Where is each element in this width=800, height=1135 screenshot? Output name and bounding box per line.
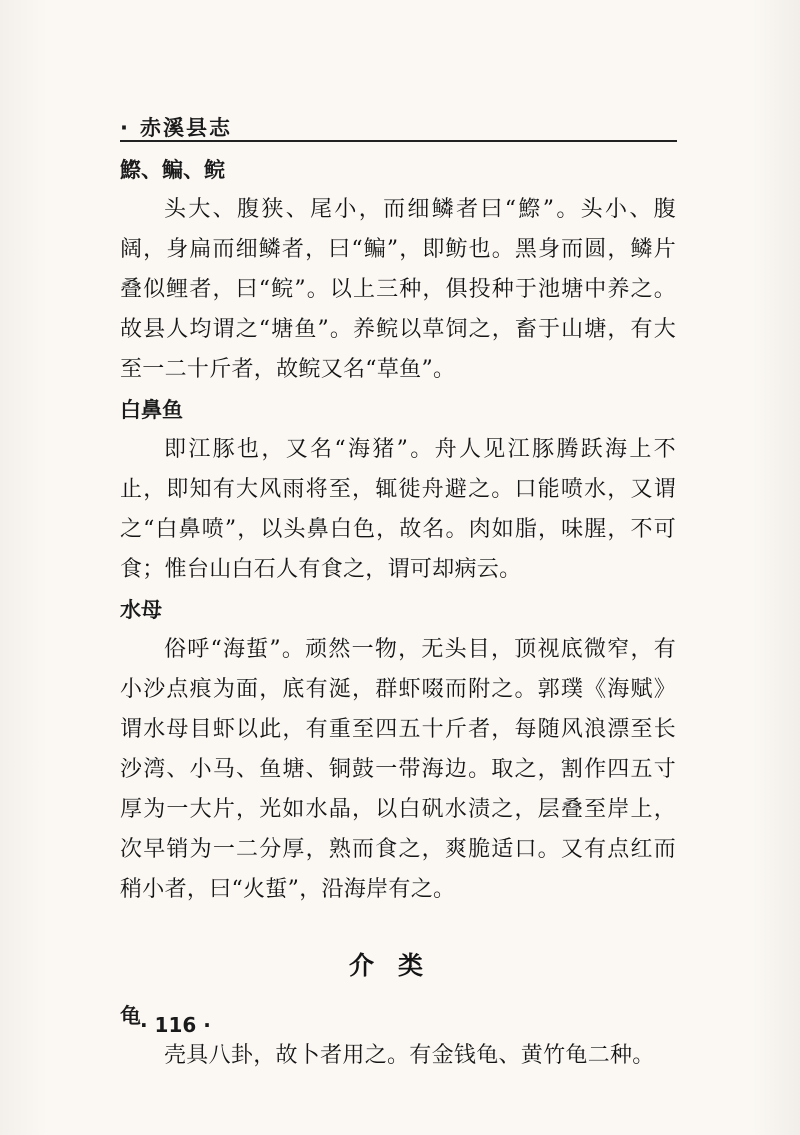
header-bullet: ·: [120, 116, 130, 140]
entry-heading: 龟: [120, 1004, 141, 1028]
entry-heading: 水母: [120, 598, 162, 622]
entry-text: 即江豚也，又名“海猪”。舟人见江豚腾跃海上不止，即知有大风雨将至，辄徙舟避之。口能喷水，又谓之“白鼻喷”，以头鼻白色，故名。肉如脂，味腥，不可食；惟台山白石人有食之，谓可却病云。: [120, 437, 676, 582]
header-rule: [120, 140, 677, 142]
entry-text: 头大、腹狭、尾小，而细鳞者曰“鰶”。头小、腹阔，身扁而细鳞者，曰“鳊”，即鲂也。黑身而圆，鳞片叠似鲤者，曰“鲩”。以上三种，俱投种于池塘中养之。故县人均谓之“塘鱼”。养鲩以草饲之，畜于山塘，有大至一二十斤者，故鲩又名“草鱼”。: [120, 197, 676, 382]
entry-text: 壳具八卦，故卜者用之。有金钱龟、黄竹龟二种。: [164, 1043, 655, 1068]
entry-heading: 白鼻鱼: [120, 398, 183, 422]
entry-heading: 鰶、鳊、鲩: [120, 158, 225, 182]
entry-text: 俗呼“海蜇”。顽然一物，无头目，顶视底微窄，有小沙点痕为面，底有涎，群虾啜而附之。郭璞《海赋》谓水母目虾以此，有重至四五十斤者，每随风浪漂至长沙湾、小马、鱼塘、铜鼓一带海边。取之，割作四五寸厚为一大片，光如水晶，以白矾水渍之，层叠至岸上，次早销为一二分厚，熟而食之，爽脆适口。又有点红而稍小者，曰“火蜇”，沿海岸有之。: [120, 637, 676, 902]
page-body: [120, 150, 676, 1076]
page-number: · 116 ·: [140, 1013, 211, 1037]
section-title: 介类: [348, 951, 447, 980]
book-title: 赤溪县志: [139, 116, 232, 140]
